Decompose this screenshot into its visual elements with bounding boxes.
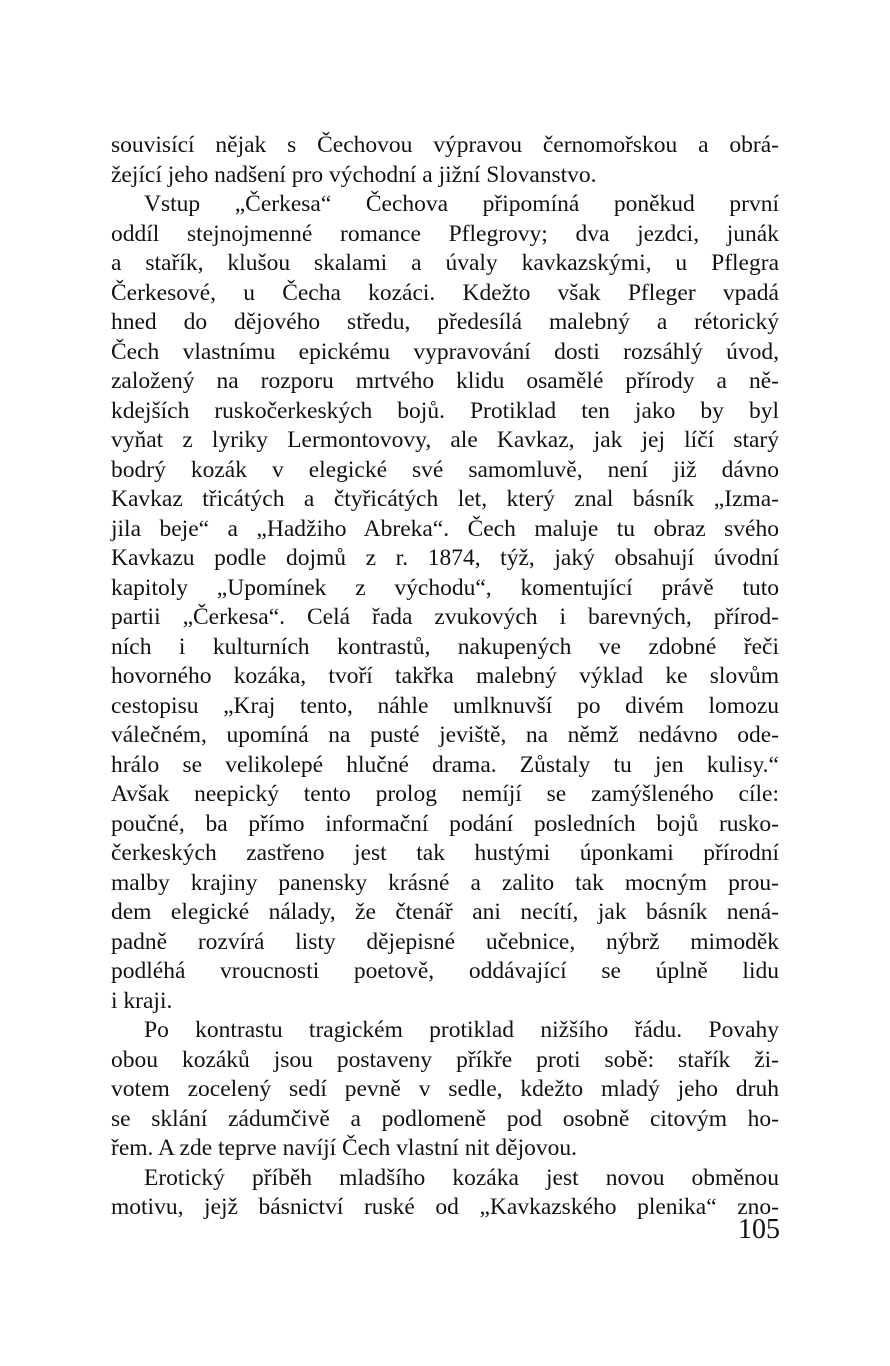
page-number: 105 — [738, 1214, 780, 1245]
text-line: vyňat z lyriky Lermontovovy, ale Kavkaz, jak jej líčí starý — [111, 427, 779, 453]
body-text — [111, 131, 779, 1223]
text-line: motivu, jejž básnictví ruské od „Kavkazského plenika“ zno- — [111, 1194, 779, 1220]
text-line: Čerkesové, u Čecha kozáci. Kdežto však Pfleger vpadá — [111, 279, 779, 306]
text-line: válečném, upomíná na pusté jeviště, na němž nedávno ode- — [111, 722, 779, 748]
text-line: dem elegické nálady, že čtenář ani necítí, jak básník nená- — [111, 899, 779, 925]
text-line: kdejších ruskočerkeských bojů. Protiklad ten jako by byl — [111, 397, 779, 424]
text-line: Kavkaz třicátých a čtyřicátých let, který znal básník „Izma- — [111, 486, 779, 512]
text-line: jila beje“ a „Hadžiho Abreka“. Čech maluje tu obraz svého — [111, 515, 779, 542]
text-line: souvisící nějak s Čechovou výpravou černomořskou a obrá- — [111, 132, 779, 158]
text-line: hovorného kozáka, tvoří takřka malebný výklad ke slovům — [111, 663, 779, 689]
text-line: votem zocelený sedí pevně v sedle, kdežto mladý jeho druh — [111, 1076, 779, 1102]
text-line: žející jeho nadšení pro východní a jižní Slovanstvo. — [111, 161, 597, 188]
text-line: Kavkazu podle dojmů z r. 1874, týž, jaký obsahují úvodní — [111, 545, 779, 571]
text-line: Erotický příběh mladšího kozáka jest novou obměnou — [144, 1164, 779, 1191]
text-line: i kraji. — [111, 987, 173, 1014]
text-line: oddíl stejnojmenné romance Pflegrovy; dva jezdci, junák — [111, 220, 779, 247]
text-line: poučné, ba přímo informační podání posledních bojů rusko- — [111, 810, 779, 837]
text-line: obou kozáků jsou postaveny příkře proti sobě: stařík ži- — [111, 1046, 779, 1073]
text-line: hned do dějového středu, předesílá malebný a rétorický — [111, 309, 779, 335]
text-line: kapitoly „Upomínek z východu“, komentující právě tuto — [111, 574, 779, 601]
text-line: padně rozvírá listy dějepisné učebnice, nýbrž mimoděk — [111, 928, 779, 955]
text-line: podléhá vroucnosti poetově, oddávající se úplně lidu — [111, 958, 779, 984]
text-line: bodrý kozák v elegické své samomluvě, není již dávno — [111, 456, 779, 483]
text-line: čerkeských zastřeno jest tak hustými úponkami přírodní — [111, 840, 779, 866]
text-line: cestopisu „Kraj tento, náhle umlknuvší po divém lomozu — [111, 692, 779, 719]
text-line: Avšak neepický tento prolog nemíjí se zamýšleného cíle: — [111, 781, 779, 807]
text-line: se sklání zádumčivě a podlomeně pod osobně citovým ho- — [111, 1105, 779, 1132]
text-line: řem. A zde teprve navíjí Čech vlastní nit dějovou. — [111, 1135, 577, 1161]
text-line: Čech vlastnímu epickému vypravování dosti rozsáhlý úvod, — [111, 338, 779, 365]
text-line: a stařík, klušou skalami a úvaly kavkazskými, u Pflegra — [111, 250, 779, 276]
text-line: hrálo se velikolepé hlučné drama. Zůstaly tu jen kulisy.“ — [111, 751, 779, 778]
text-line: Vstup „Čerkesa“ Čechova připomíná poněkud první — [144, 191, 779, 217]
text-line: Po kontrastu tragickém protiklad nižšího řádu. Povahy — [144, 1017, 779, 1043]
text-line: partii „Čerkesa“. Celá řada zvukových i barevných, přírod- — [111, 604, 779, 630]
text-line: malby krajiny panensky krásné a zalito tak mocným prou- — [111, 869, 779, 896]
text-line: ních i kulturních kontrastů, nakupených ve zdobné řeči — [111, 633, 779, 660]
text-line: založený na rozporu mrtvého klidu osamělé přírody a ně- — [111, 368, 779, 394]
